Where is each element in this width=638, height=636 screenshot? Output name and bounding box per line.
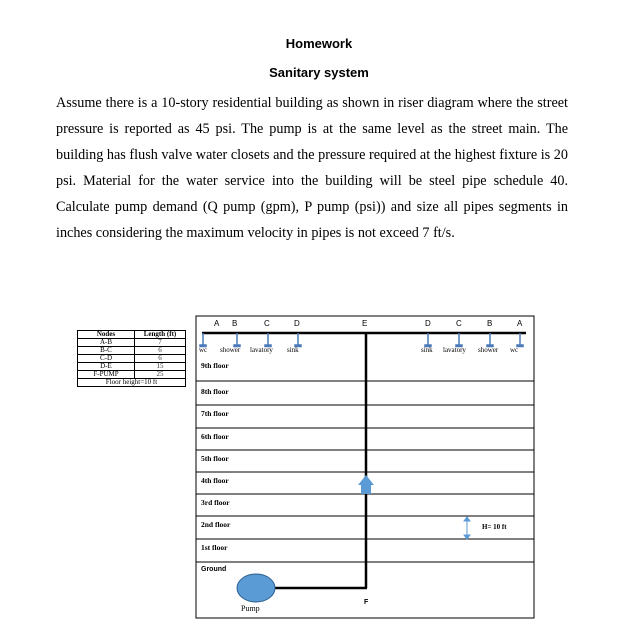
node-label-a-right: A [517, 319, 523, 328]
floor-label-5: 5th floor [201, 454, 229, 463]
node-cell: B-C [78, 347, 135, 355]
nodes-header: Nodes [78, 331, 135, 339]
node-label-b-left: B [232, 319, 238, 328]
floor-label-2: 2nd floor [201, 520, 231, 529]
floor-label-4: 4th floor [201, 476, 229, 485]
flow-up-arrow-icon [358, 475, 374, 494]
floor-label-3: 3rd floor [201, 498, 230, 507]
node-label-b-right: B [487, 319, 493, 328]
length-cell: 25 [135, 371, 186, 379]
node-cell: A-B [78, 339, 135, 347]
floor-label-7: 7th floor [201, 409, 229, 418]
floor-label-8: 8th floor [201, 387, 229, 396]
length-cell: 15 [135, 363, 186, 371]
node-label-f: F [364, 599, 369, 606]
pump-label: Pump [241, 604, 260, 613]
length-cell: 6 [135, 355, 186, 363]
node-label-c-right: C [456, 319, 462, 328]
node-label-d-left: D [294, 319, 300, 328]
node-label-d-right: D [425, 319, 431, 328]
floor-label-9: 9th floor [201, 361, 229, 370]
section-subtitle: Sanitary system [269, 65, 369, 80]
length-header: Length (ft) [135, 331, 186, 339]
left-fixture-drops [200, 333, 301, 347]
floor-label-ground: Ground [201, 566, 227, 573]
fixture-label-sink-right: sink [421, 346, 433, 354]
floor-height-note: Floor height=10 ft [78, 379, 186, 387]
length-cell: 6 [135, 347, 186, 355]
fixture-label-wc-left: wc [199, 346, 208, 354]
homework-title: Homework [285, 36, 353, 51]
floor-height-arrow-icon [464, 517, 470, 539]
floor-label-1: 1st floor [201, 543, 228, 552]
fixture-label-wc-right: wc [510, 346, 519, 354]
node-cell: F-PUMP [78, 371, 135, 379]
node-label-c-left: C [264, 319, 270, 328]
fixture-label-sink-left: sink [287, 346, 299, 354]
fixture-label-shower-left: shower [220, 346, 241, 354]
fixture-label-shower-right: shower [478, 346, 499, 354]
fixture-label-lavatory-left: lavatory [250, 346, 273, 354]
node-cell: D-E [78, 363, 135, 371]
length-cell: 7 [135, 339, 186, 347]
fixture-label-lavatory-right: lavatory [443, 346, 466, 354]
node-label-a-left: A [214, 319, 220, 328]
floor-label-6: 6th floor [201, 432, 229, 441]
node-label-e: E [362, 319, 368, 328]
node-cell: C-D [78, 355, 135, 363]
pump-icon [237, 574, 275, 602]
problem-statement: Assume there is a 10-story residential building as shown in riser diagram where the street pressure is reported as 45 psi. The pump is at the same level as the street main. The building has flush valve water closets and the pressure required at the highest fixture is 20 psi. Material for the water service into the building will be steel pipe schedule 40. Calculate pump demand (Q pump (gpm), P pump (psi)) and size all pipes segments in inches considering the maximum velocity in pipes is not exceed 7 ft/s. [56, 95, 568, 241]
floor-height-label: H= 10 ft [482, 523, 507, 531]
right-fixture-drops [425, 333, 523, 347]
